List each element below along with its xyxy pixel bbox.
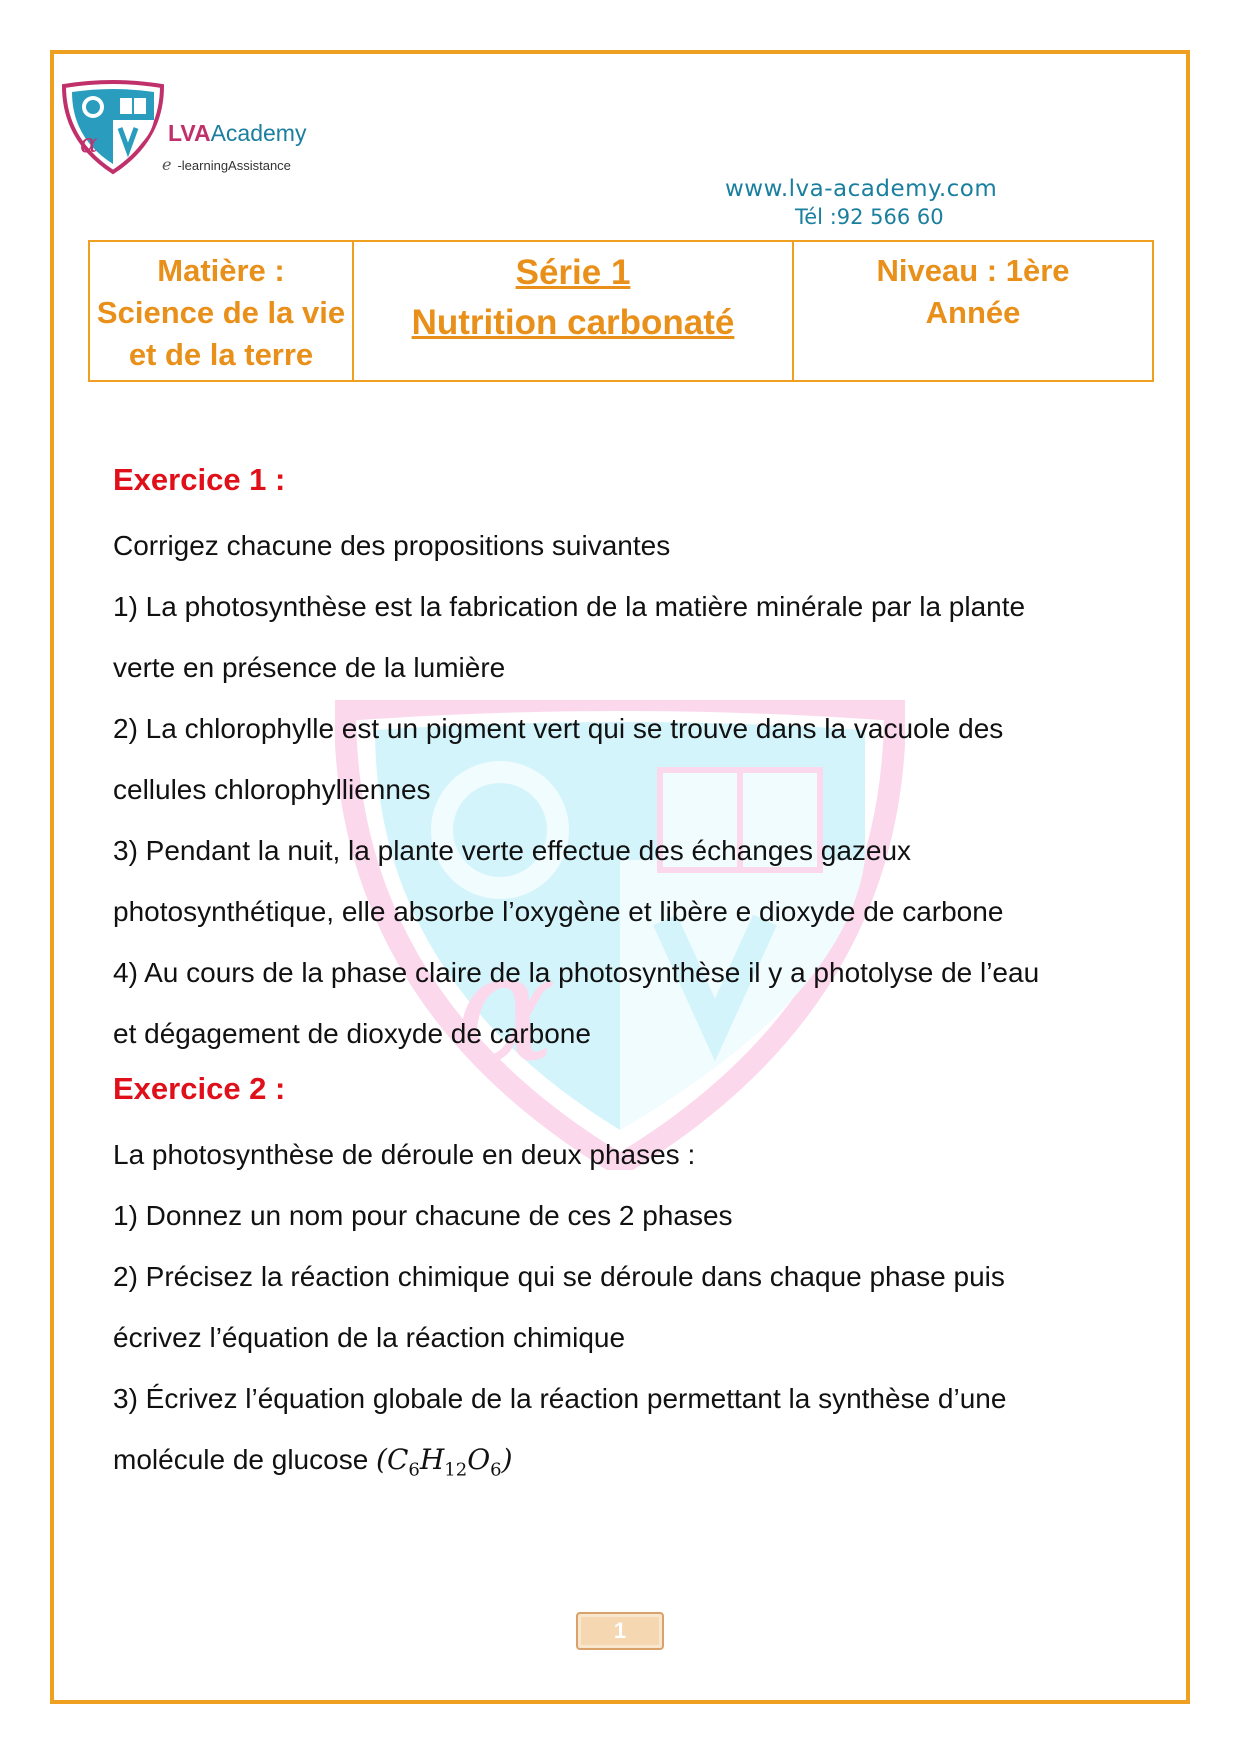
glucose-text: molécule de glucose [113, 1444, 377, 1475]
title-cell [353, 241, 793, 381]
exercise-1-line: Corrigez chacune des propositions suivantes [113, 530, 671, 561]
subject-line-2: Science de la vie [96, 295, 346, 330]
subject-cell [89, 241, 353, 381]
subject-label: Matière : [157, 253, 285, 288]
website-url[interactable]: www.lva-academy.com [725, 176, 998, 202]
phone-number: Tél :92 566 60 [795, 205, 944, 229]
page-title: Nutrition carbonaté [411, 303, 735, 342]
svg-text:α: α [80, 129, 98, 159]
exercise-1-title: Exercice 1 : [113, 462, 286, 497]
tagline-e: e [162, 155, 172, 174]
exercise-1-line: 3) Pendant la nuit, la plante verte effectue des échanges gazeux [113, 835, 912, 866]
header-table [88, 240, 1154, 382]
exercise-1-line: cellules chlorophylliennes [113, 774, 431, 805]
glucose-formula: $(C_6H_{12}O_6)$ [376, 1443, 513, 1481]
exercise-1-line: 2) La chlorophylle est un pigment vert qui se trouve dans la vacuole des [113, 713, 1004, 744]
exercise-2-line: 1) Donnez un nom pour chacune de ces 2 phases [113, 1200, 733, 1231]
exercise-1-line: et dégagement de dioxyde de carbone [113, 1018, 591, 1049]
exercise-1-line: photosynthétique, elle absorbe l’oxygène et libère e dioxyde de carbone [113, 896, 1004, 927]
exercise-2-line: La photosynthèse de déroule en deux phases : [113, 1139, 696, 1170]
series-number: Série 1 [515, 253, 631, 292]
exercise-1-line: 1) La photosynthèse est la fabrication de la matière minérale par la plante [113, 591, 1026, 622]
level-line-1: Niveau : 1ère [876, 253, 1070, 288]
exercise-2-line: 2) Précisez la réaction chimique qui se déroule dans chaque phase puis [113, 1261, 1005, 1292]
level-cell [793, 241, 1153, 381]
brand-name-academy: Academy [210, 120, 307, 146]
svg-text:α: α [455, 922, 557, 1096]
exercise-1-line: 4) Au cours de la phase claire de la photosynthèse il y a photolyse de l’eau [113, 957, 1040, 988]
exercise-1-line: verte en présence de la lumière [113, 652, 506, 683]
brand-name [168, 120, 306, 147]
tagline-text: -learningAssistance [177, 158, 291, 173]
lva-academy-logo [58, 80, 168, 175]
exercise-2-last-line [113, 1429, 1133, 1490]
page-number: 1 [576, 1612, 664, 1650]
subject-line-3: et de la terre [128, 337, 314, 372]
exercise-2-title: Exercice 2 : [113, 1071, 286, 1106]
brand-name-lva: LVA [168, 120, 211, 146]
exercise-2-line: écrivez l’équation de la réaction chimique [113, 1322, 626, 1353]
level-line-2: Année [925, 295, 1021, 330]
brand-tagline [162, 155, 291, 174]
main-content [113, 455, 1133, 1490]
exercise-2-line: 3) Écrivez l’équation globale de la réaction permettant la synthèse d’une [113, 1383, 1007, 1414]
